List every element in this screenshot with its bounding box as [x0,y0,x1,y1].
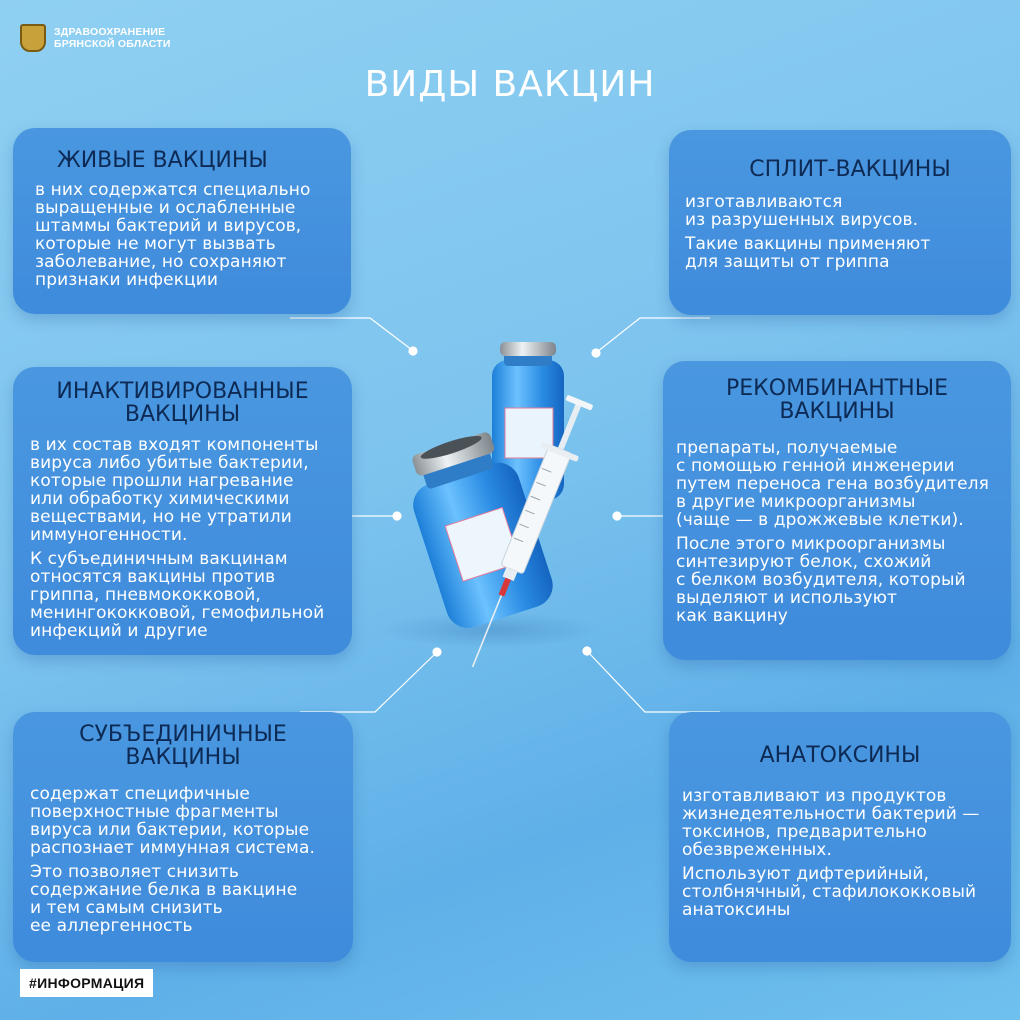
card-toxoids [669,712,1011,962]
card-text-2: К субъединичным вакцинам относятся вакцины против гриппа, пневмококковой, менингококковой, гемофильной инфекций и другие [30,549,325,641]
page-title: ВИДЫ ВАКЦИН [364,64,656,105]
card-text: изготавливаются из разрушенных вирусов. [685,192,919,230]
card-title: ЖИВЫЕ ВАКЦИНЫ [57,148,268,173]
hashtag-badge[interactable]: #ИНФОРМАЦИЯ [20,969,153,997]
org-name-line2: БРЯНСКОЙ ОБЛАСТИ [54,38,171,50]
card-text-2: После этого микроорганизмы синтезируют белок, схожий с белком возбудителя, который выделяют и используют как вакцину [676,534,966,626]
card-text: содержат специфичные поверхностные фрагменты вируса или бактерии, которые распознает иммунная система. [30,784,315,858]
card-inactivated-vaccines [13,367,352,655]
card-title: РЕКОМБИНАНТНЫЕ ВАКЦИНЫ [725,376,949,424]
org-name-line1: ЗДРАВООХРАНЕНИЕ [54,26,166,38]
card-split-vaccines [669,130,1011,315]
card-title: ИНАКТИВИРОВАННЫЕ ВАКЦИНЫ [56,379,309,427]
card-text: в их состав входят компоненты вируса либо убитые бактерии, которые прошли нагревание или обработку химическими веществами, но не утратили иммуногенности. [30,435,319,545]
card-text: в них содержатся специально выращенные и ослабленные штаммы бактерий и вирусов, которые не могут вызвать заболевание, но сохраняют признаки инфекции [35,180,311,290]
org-logo [20,24,171,52]
card-title: СУБЪЕДИНИЧНЫЕ ВАКЦИНЫ [79,722,287,770]
card-text: изготавливают из продуктов жизнедеятельности бактерий — токсинов, предварительно обезвреженных. [682,786,980,860]
card-recombinant-vaccines [663,361,1011,660]
card-text-2: Используют дифтерийный, столбнячный, стафилококковый анатоксины [682,864,977,920]
card-title: СПЛИТ-ВАКЦИНЫ [749,157,951,182]
card-text: препараты, получаемые с помощью генной инженерии путем переноса гена возбудителя в другие микроорганизмы (чаще — в дрожжевые клетки). [676,438,989,530]
card-title: АНАТОКСИНЫ [759,743,921,768]
card-text-2: Такие вакцины применяют для защиты от гриппа [685,234,931,272]
card-text-2: Это позволяет снизить содержание белка в вакцине и тем самым снизить ее аллергенность [30,862,298,936]
crest-icon [20,24,46,52]
card-live-vaccines [13,128,351,314]
card-subunit-vaccines [13,712,353,962]
